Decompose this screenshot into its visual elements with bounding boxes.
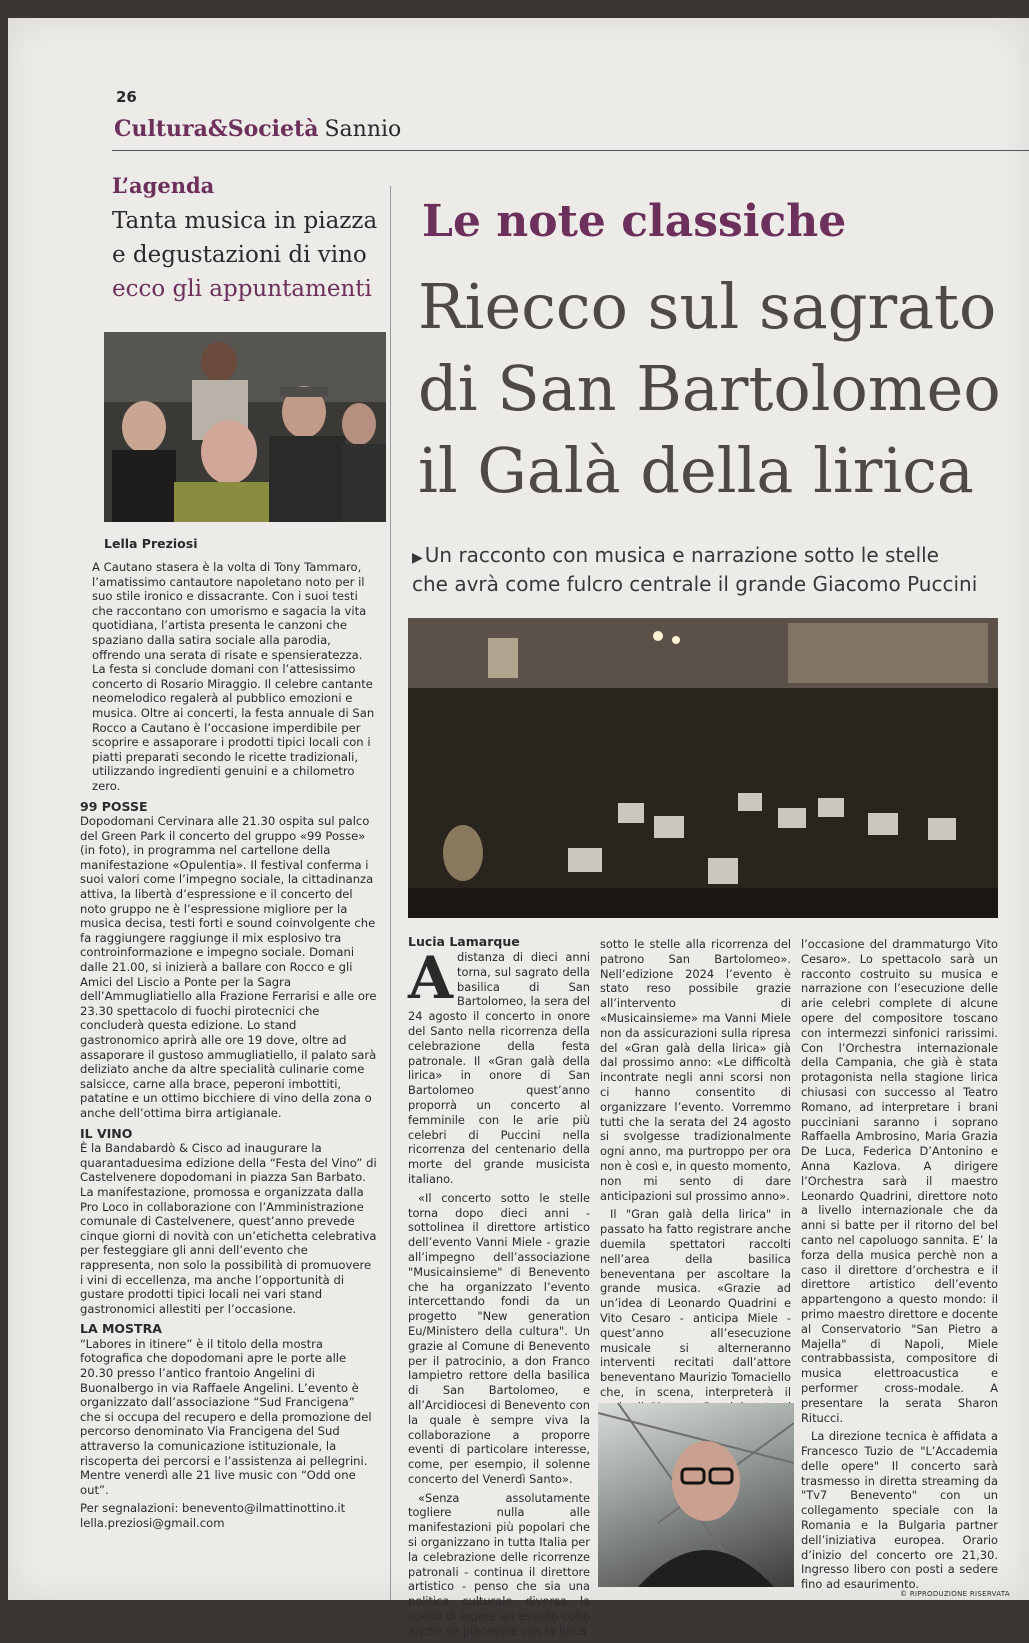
article-text: distanza di dieci anni torna, sul sagrato della basilica di San Bartolomeo, la sera del 24 agosto il concerto in onore del Santo nella ricorrenza della celebrazione della festa patronale. Il «Gran galà della lirica» in onore di San Bartolomeo quest’anno proporrà un concerto al femminile con le arie più celebri di Puccini nella ricorrenza del centenario della morte del grande musicista italiano. (408, 950, 590, 1186)
section-rule (112, 150, 1029, 151)
article-paragraph: «Senza assolutamente togliere nulla alle manifestazioni più popolari che si organizzano in tutta Italia per la celebrazione delle ricorrenze patronali - continua il direttore artistico - penso che sia una politica culturale diversa la scelta di legare un evento colto anche se piacevole con la lirica (408, 1490, 590, 1638)
agenda-contact: lella.preziosi@gmail.com (80, 1516, 225, 1530)
agenda-title (112, 204, 392, 306)
article-paragraph: l’occasione del drammaturgo Vito Cesaro». Lo spettacolo sarà un racconto costruito su musica e narrazione con l’esecuzione delle arie celebri complete di alcune opere del compositore toscano con intermezzi sinfonici rarissimi. Con l’Orchestra internazionale della Campania, che già è stata protagonista nella stagione lirica chiusasi con successo al Teatro Romano, ad interpretare i brani pucciniani saranno i soprano Raffaella Ambrosino, Maria Grazia De Luca, Federica D’Antonino e Anna Kazlova. A dirigere l’Orchestra sarà il maestro Leonardo Quadrini, direttore noto a livello internazionale che da anni si batte per il ritorno del bel canto nel capoluogo sannita. E’ la forza della musica perchè non a caso il direttore d’orchestra e il direttore artistico dell’evento appartengono a questo mondo: il primo maestro direttore e docente al Conservatorio "San Pietro a Majella" di Napoli, Miele contrabbassista, compositore di musica elettroacustica e performer cross-modale. A presentare la serata Sharon Ritucci. (801, 937, 998, 1425)
headline-line: Riecco sul sagrato (418, 270, 997, 343)
agenda-subhead: LA MOSTRA (80, 1321, 162, 1337)
article-paragraph: Il "Gran galà della lirica" in passato ha fatto registrare anche duemila spettatori raccolti nell’area della basilica beneventana per ascoltare la grande musica. «Grazie ad un’idea di Leonardo Quadrini e Vito Cesaro - anticipa Miele - quest’anno all’esecuzione musicale si alterneranno interventi recitati dall’attore beneventano Maurizio Tomaciello che, in scena, interpreterà il (600, 1207, 791, 1399)
director-photo (598, 1403, 794, 1587)
agenda-byline: Lella Preziosi (104, 536, 198, 551)
standfirst-line: Un racconto con musica e narrazione sotto le stelle (424, 543, 939, 567)
triangle-bullet-icon: ▶ (412, 550, 423, 566)
agenda-subhead: IL VINO (80, 1125, 133, 1141)
agenda-paragraph: “Labores in itinere” è il titolo della mostra fotografica che dopodomani apre le porte alle 20.30 presso l’antico frantoio Angelini di Buonalbergo in via Raffaele Angelini. L’evento è organizzato dall’associazione “Sud Francigena” che si occupa del recupero e della promozione del percorso denominato Via Francigena del Sud attraverso la comunicazione istituzionale, la riscoperta dei percorsi e l’assistenza ai pellegrini. Mentre venerdì alle 21 live music con “Odd one out”. (80, 1336, 372, 1497)
article-column-1 (408, 944, 590, 1643)
agenda-body (80, 560, 378, 1531)
headline-line: il Galà della lirica (418, 434, 974, 507)
agenda-kicker: L’agenda (112, 173, 215, 198)
article-paragraph (408, 944, 590, 1187)
band-photo (104, 332, 386, 522)
agenda-title-line: Tanta musica in piazza (112, 208, 378, 234)
article-column-2 (600, 937, 791, 1433)
agenda-contact: Per segnalazioni: benevento@ilmattinottino.it (80, 1501, 346, 1516)
agenda-title-line: e degustazioni di vino (112, 242, 367, 268)
section-name: Cultura&Società (114, 116, 319, 142)
article-paragraph: La direzione tecnica è affidata a Francesco Tuzio de "L’Accademia delle opere" Il concerto sarà trasmesso in diretta streaming da "Tv7 Benevento" con un collegamento speciale con la Romania e la Bulgaria partner dell’iniziativa europea. Orario d’inizio del concerto ore 21,30. Ingresso libero con posti a sedere fino ad esaurimento. (801, 1429, 998, 1592)
newspaper-page (8, 18, 1029, 1638)
concert-photo (408, 618, 998, 918)
article-byline: Lucia Lamarque (408, 934, 520, 949)
standfirst-line: che avrà come fulcro centrale il grande Giacomo Puccini (412, 572, 978, 596)
director-photo-figure (598, 1403, 794, 1587)
agenda-title-line: ecco gli appuntamenti (112, 276, 372, 302)
column-separator (390, 186, 391, 1600)
agenda-subhead: 99 POSSE (80, 798, 148, 814)
band-photo-figures (104, 332, 386, 522)
article-paragraph: sotto le stelle alla ricorrenza del patrono San Bartolomeo». Nell’edizione 2024 l’evento è stato reso possibile grazie all’intervento di «Musicainsieme» ma Vanni Miele non da assicurazioni sulla ripresa del «Gran galà della lirica» già dal prossimo anno: «Le difficoltà incontrate negli anni scorsi non ci hanno consentito di organizzare l’evento. Vorremmo tutti che la serata del 24 agosto si svolgesse tradizionalmente ogni anno, ma purtroppo per ora non è così e, in questo momento, non mi sento di dare anticipazioni sul prossimo anno». (600, 937, 791, 1203)
article-paragraph: «Il concerto sotto le stelle torna dopo dieci anni - sottolinea il direttore artistico dell’evento Vanni Miele - grazie all’impegno dell’associazione "Musicainsieme" di Benevento che ha organizzato l’evento intercettando fondi da un progetto "New generation Eu/Ministero della cultura". Un grazie al Comune di Benevento per il patrocinio, a don Franco Iampietro rettore della basilica di San Bartolomeo, e all’Arcidiocesi di Benevento con la quale è sempre viva la collaborazione a proporre eventi di particolare interesse, come, per esempio, il solenne concerto del Venerdì Santo». (408, 1190, 590, 1486)
agenda-paragraph: Dopodomani Cervinara alle 21.30 ospita sul palco del Green Park il concerto del gruppo «99 Posse» (in foto), in programma nel cartellone della manifestazione «Opulentia». Il festival conferma i suoi valori come l’impegno sociale, la cittadinanza attiva, la libertà d’espressione e il concerto del noto gruppo ne è l’espressione migliore per la musica decisa, testi forti e sound coinvolgente che fa raggiungere raggiunge il mix esplosivo tra controinformazione e impegno sociale. Domani dalle 21.00, si inizierà a ballare con Rocco e gli Amici del Liscio a Ponte per la Sagra dell’Ammugliatiello alla Frazione Ferrarisi e alle ore 23.30 spettacolo di fuochi pirotecnici che concluderà questa edizione. Lo stand gastronomico aprirà alle ore 19 dove, oltre ad assaporare il gustoso ammugliatiello, il palato sarà deliziato anche da altre specialità culinarie come salsicce, carne alla brace, peperoni imbottiti, patatine e un ottimo bicchiere di vino della zona o anche dell’ottima birra artigianale. (80, 814, 377, 1120)
article-standfirst (412, 542, 1012, 597)
page-number: 26 (116, 88, 137, 106)
copyright-note: © RIPRODUZIONE RISERVATA (900, 1590, 1010, 1598)
section-subname: Sannio (324, 117, 402, 142)
agenda-lead: A Cautano stasera è la volta di Tony Tammaro, l’amatissimo cantautore napoletano noto per il suo stile ironico e dissacrante. Con i suoi testi che raccontano con umorismo e sagacia la vita quotidiana, l’artista presenta le canzoni che spaziano dalla satira sociale alla parodia, offrendo una serata di risate e spensieratezza. La festa si conclude domani con l’attesissimo concerto di Rosario Miraggio. Il celebre cantante neomelodico regalerà al pubblico emozioni e musica. Oltre ai concerti, la festa annuale di San Rocco a Cautano è l’occasione imperdibile per scoprire e assaporare i prodotti tipici locali con i piatti preparati secondo le ricette tradizionali, utilizzando ingredienti genuini e a chilometro zero. (92, 560, 375, 793)
agenda-paragraph: È la Bandabardò & Cisco ad inaugurare la quarantaduesima edizione della “Festa del Vino” di Castelvenere dopodomani in piazza San Barbato. La manifestazione, promossa e organizzata dalla Pro Loco in collaborazione con l’Amministrazione comunale di Castelvenere, quest’anno prevede cinque giorni di novità con un’etichetta celebrativa per festeggiare gli anni dell’evento che rappresenta, non solo la possibilità di promuovere i vini di eccellenza, ma anche l’opportunità di gustare prodotti tipici locali nei vari stand gastronomici allestiti per l’occasione. (80, 1141, 377, 1316)
concert-photo-scene (408, 618, 998, 918)
article-headline (418, 266, 1018, 512)
article-kicker: Le note classiche (422, 196, 847, 247)
drop-cap: A (408, 944, 454, 1012)
headline-line: di San Bartolomeo (418, 352, 1001, 425)
section-header (114, 116, 401, 142)
article-column-3 (801, 937, 998, 1596)
